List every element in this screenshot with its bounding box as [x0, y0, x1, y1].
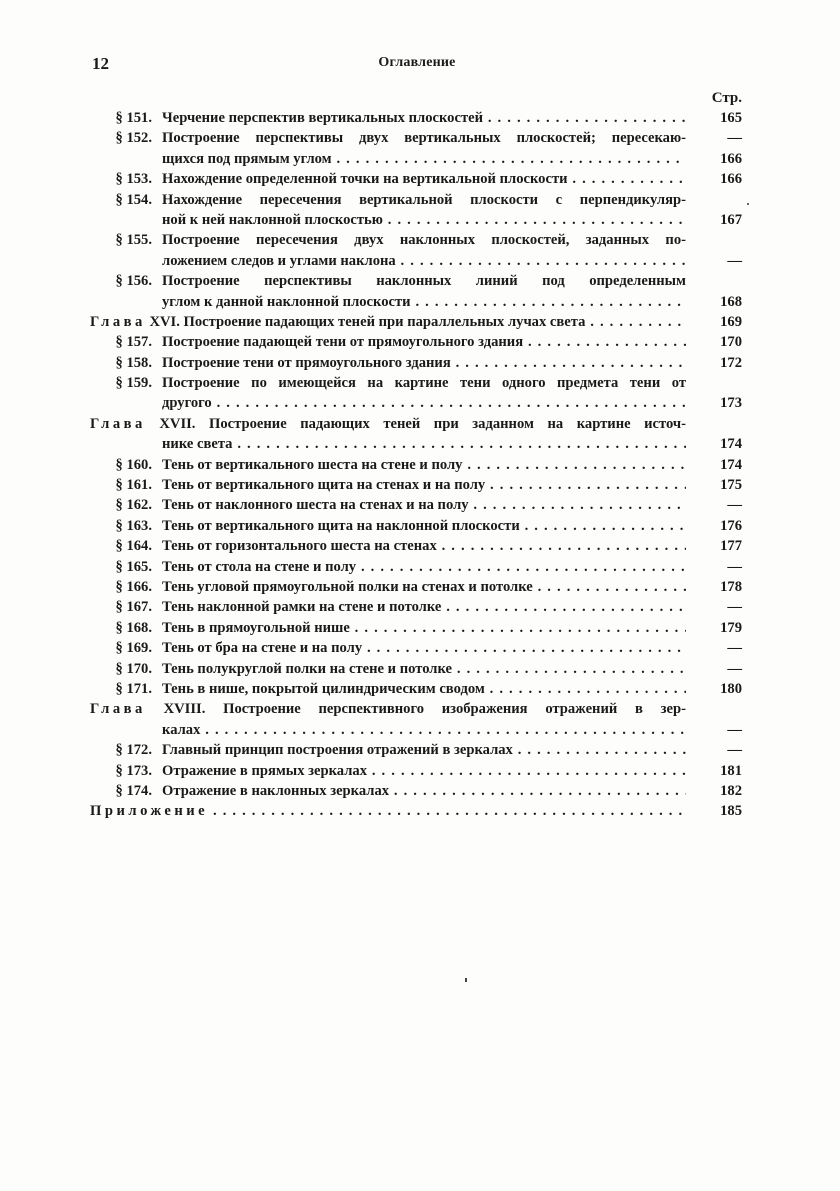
page-ref: —	[727, 599, 742, 616]
entry-text: Отражение в прямых зеркалах	[162, 762, 368, 779]
entry-text: Тень от бра на стене и на полу	[162, 640, 363, 657]
entry-title	[90, 699, 686, 719]
page-ref: 170	[720, 334, 742, 351]
entry-text: Построение падающей тени от прямоугольного здания	[162, 334, 524, 351]
entry-text: Построение по имеющейся на картине тени одного предмета тени от	[162, 375, 686, 392]
entry-title	[162, 332, 686, 352]
section-number: § 167.	[115, 599, 152, 616]
page-ref: 177	[720, 538, 742, 555]
page-ref: 174	[720, 436, 742, 453]
section-number: § 170.	[115, 660, 152, 677]
section-number: § 169.	[115, 640, 152, 657]
section-number: § 152.	[115, 130, 152, 147]
toc-entry	[90, 332, 742, 352]
page-ref: 185	[720, 803, 742, 820]
section-number: § 163.	[115, 517, 152, 534]
entry-title	[162, 495, 686, 515]
toc-entry	[90, 475, 742, 495]
entry-text: Построение пересечения двух наклонных плоскостей, заданных по-	[162, 232, 686, 249]
entry-text: Тень угловой прямоугольной полки на стенах и потолке	[162, 578, 533, 595]
entry-title	[162, 353, 686, 373]
page-ref: 172	[720, 354, 742, 371]
toc-entry-continuation	[90, 393, 742, 413]
entry-title	[162, 740, 686, 760]
page-ref: 181	[720, 762, 742, 779]
toc-entry-continuation	[90, 720, 742, 740]
toc-entry	[90, 128, 742, 148]
entry-title	[162, 659, 686, 679]
page-header	[92, 54, 742, 78]
toc-entry	[90, 230, 742, 250]
entry-title	[162, 638, 686, 658]
entry-text: Черчение перспектив вертикальных плоскостей	[162, 110, 484, 126]
entry-text: Тень в нише, покрытой цилиндрическим сводом	[162, 680, 485, 697]
entry-title	[162, 128, 686, 148]
page-ref: 173	[720, 395, 742, 412]
toc-entry	[90, 577, 742, 597]
entry-text: Отражение в наклонных зеркалах	[162, 782, 390, 799]
entry-title	[162, 169, 686, 189]
entry-text: щихся под прямым углом	[162, 150, 332, 167]
page-ref: 167	[720, 211, 742, 228]
toc-entry	[90, 536, 742, 556]
table-of-contents	[90, 108, 742, 822]
entry-title	[162, 373, 686, 393]
entry-text: Тень от вертикального щита на стенах и на полу	[162, 477, 486, 494]
entry-title	[162, 720, 686, 740]
toc-entry-continuation	[90, 149, 742, 169]
page-ref: 174	[720, 456, 742, 473]
entry-title	[162, 597, 686, 617]
entry-title	[162, 679, 686, 699]
scan-speck	[465, 978, 467, 982]
toc-entry	[90, 414, 742, 434]
section-number: § 159.	[115, 375, 152, 392]
section-number: § 161.	[115, 477, 152, 494]
toc-entry	[90, 108, 742, 128]
entry-text: XVIII. Построение перспективного изображения отражений в зер-	[163, 701, 686, 718]
page-ref: —	[727, 130, 742, 147]
toc-entry	[90, 761, 742, 781]
toc-entry	[90, 659, 742, 679]
entry-title	[162, 434, 686, 454]
page-ref: 176	[720, 517, 742, 534]
section-number: § 162.	[115, 497, 152, 514]
entry-title	[162, 536, 686, 556]
toc-entry	[90, 495, 742, 515]
section-number: § 171.	[115, 680, 152, 697]
entry-text: углом к данной наклонной плоскости	[162, 293, 411, 310]
page-ref: 179	[720, 619, 742, 636]
entry-title	[162, 761, 686, 781]
entry-title	[162, 190, 686, 210]
section-number: § 166.	[115, 578, 152, 595]
entry-text: Построение перспективы двух вертикальных плоскостей; пересекаю-	[162, 130, 686, 147]
entry-text: другого	[162, 395, 212, 412]
page-ref: 168	[720, 293, 742, 310]
entry-title	[162, 455, 686, 475]
entry-title	[162, 292, 686, 312]
toc-entry	[90, 638, 742, 658]
entry-text: нике света	[162, 436, 233, 453]
chapter-label: Глава	[90, 415, 146, 432]
section-number: § 174.	[115, 782, 152, 799]
section-number: § 154.	[115, 191, 152, 208]
page-ref: 166	[720, 171, 742, 188]
section-number: § 157.	[115, 334, 152, 351]
section-number: § 165.	[115, 558, 152, 575]
entry-title	[162, 251, 686, 271]
appendix-title: Приложение . . .	[90, 801, 686, 821]
entry-title	[162, 108, 686, 128]
chapter-label: Глава	[90, 701, 146, 718]
entry-title	[162, 475, 686, 495]
section-number: § 168.	[115, 619, 152, 636]
toc-entry	[90, 699, 742, 719]
section-number: § 158.	[115, 354, 152, 371]
toc-entry-appendix	[90, 801, 742, 821]
entry-text: Главный принцип построения отражений в зеркалах	[162, 742, 513, 759]
page-ref: 182	[720, 782, 742, 799]
scan-speck	[747, 203, 749, 205]
entry-text: XVII. Построение падающих теней при заданном на картине источ-	[159, 415, 686, 432]
page-ref: 180	[720, 680, 742, 697]
page-ref: 178	[720, 578, 742, 595]
section-number: § 153.	[115, 171, 152, 188]
page-ref: —	[727, 721, 742, 738]
toc-entry	[90, 597, 742, 617]
page-ref: —	[727, 558, 742, 575]
toc-entry-continuation	[90, 434, 742, 454]
page-ref: 175	[720, 477, 742, 494]
page-ref: —	[727, 497, 742, 514]
section-number: § 156.	[115, 273, 152, 290]
entry-title	[90, 414, 686, 434]
toc-entry-continuation	[90, 251, 742, 271]
section-number: § 173.	[115, 762, 152, 779]
entry-title	[162, 557, 686, 577]
section-number: § 155.	[115, 232, 152, 249]
page-column-label: Стр.	[711, 90, 742, 106]
entry-title	[162, 271, 686, 291]
toc-entry	[90, 516, 742, 536]
entry-text: Тень полукруглой полки на стене и потолке	[162, 660, 453, 677]
page-ref: 165	[720, 110, 742, 126]
toc-entry	[90, 169, 742, 189]
entry-title	[162, 516, 686, 536]
toc-entry	[90, 373, 742, 393]
toc-entry	[90, 190, 742, 210]
section-number: § 160.	[115, 456, 152, 473]
page-ref: —	[727, 660, 742, 677]
entry-title	[162, 149, 686, 169]
entry-text: Построение тени от прямоугольного здания	[162, 354, 451, 371]
entry-text: Тень от вертикального шеста на стене и полу	[162, 456, 463, 473]
toc-entry	[90, 557, 742, 577]
entry-text: Тень наклонной рамки на стене и потолке	[162, 599, 442, 616]
page-ref: 169	[720, 313, 742, 330]
entry-title	[162, 577, 686, 597]
entry-text: Тень от наклонного шеста на стенах и на полу	[162, 497, 469, 514]
entry-text: ложением следов и углами наклона	[162, 252, 396, 269]
section-number: § 164.	[115, 538, 152, 555]
toc-entry	[90, 312, 742, 332]
toc-entry	[90, 740, 742, 760]
toc-entry	[90, 271, 742, 291]
page-ref: —	[727, 742, 742, 759]
toc-entry-continuation	[90, 210, 742, 230]
entry-title	[162, 781, 686, 801]
entry-title	[162, 618, 686, 638]
toc-entry	[90, 353, 742, 373]
entry-text: Тень от вертикального щита на наклонной плоскости	[162, 517, 520, 534]
entry-title	[90, 312, 686, 332]
entry-title	[162, 393, 686, 413]
entry-text: Нахождение определенной точки на вертикальной плоскости	[162, 171, 568, 188]
entry-text: Тень от стола на стене и полу	[162, 558, 357, 575]
page-number: 12	[92, 54, 109, 73]
entry-text: Нахождение пересечения вертикальной плоскости с перпендикуляр-	[162, 191, 686, 208]
entry-text: Построение перспективы наклонных линий под определенным	[162, 273, 686, 290]
toc-entry	[90, 455, 742, 475]
running-title: Оглавление	[378, 55, 456, 70]
entry-text: калах	[162, 721, 201, 738]
toc-entry	[90, 679, 742, 699]
entry-title	[162, 210, 686, 230]
entry-text: XVI. Построение падающих теней при параллельных лучах света	[149, 313, 586, 330]
entry-text: Тень от горизонтального шеста на стенах	[162, 538, 437, 555]
section-number: § 151.	[115, 110, 152, 126]
page-ref: 166	[720, 150, 742, 167]
entry-text: Тень в прямоугольной нише	[162, 619, 350, 636]
page-ref: —	[727, 640, 742, 657]
entry-text: ной к ней наклонной плоскостью	[162, 211, 383, 228]
entry-title	[162, 230, 686, 250]
section-number: § 172.	[115, 742, 152, 759]
toc-entry	[90, 781, 742, 801]
page-ref: —	[727, 252, 742, 269]
chapter-label: Глава	[90, 313, 146, 330]
toc-entry-continuation	[90, 292, 742, 312]
toc-entry	[90, 618, 742, 638]
